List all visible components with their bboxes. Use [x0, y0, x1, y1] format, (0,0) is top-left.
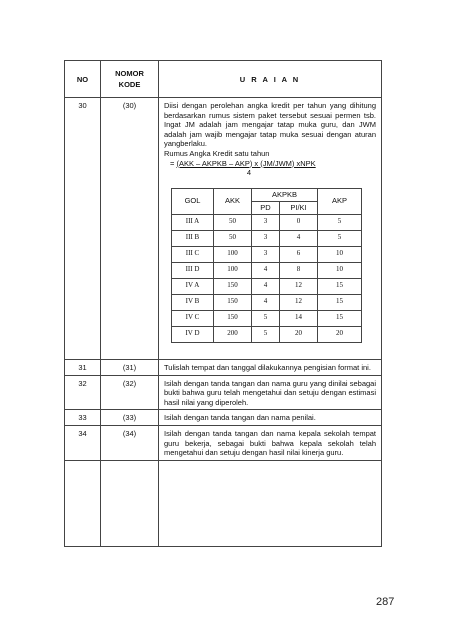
- cell-akp: 15: [318, 310, 362, 326]
- cell-gol: IV C: [172, 310, 214, 326]
- header-uraian: U R A I A N: [159, 61, 382, 98]
- cell-pd: 4: [252, 278, 280, 294]
- cell-pd: 3: [252, 246, 280, 262]
- cell-piki: 14: [280, 310, 318, 326]
- row-text: Isilah dengan tanda tangan dan nama guru yang dinilai sebagai bukti bahwa guru telah mengetahui dan setuju dengan estimasi hasil nilai yang diperoleh.: [164, 378, 376, 407]
- cell-akp: 5: [318, 214, 362, 230]
- instructions-table: [64, 60, 382, 547]
- credit-row: [172, 278, 362, 294]
- cell-pd: 3: [252, 230, 280, 246]
- cell-piki: 0: [280, 214, 318, 230]
- cell-pd: 5: [252, 310, 280, 326]
- table-row: [65, 410, 382, 426]
- cell-gol: IV B: [172, 294, 214, 310]
- cell-piki: 8: [280, 262, 318, 278]
- credit-header-akpkb: AKPKB: [252, 188, 318, 201]
- credit-row: [172, 230, 362, 246]
- header-row: [65, 61, 382, 98]
- formula-prefix: =: [170, 158, 177, 168]
- row-text: Isilah dengan tanda tangan dan nama kepala sekolah tempat guru bekerja, sebagai bukti bahwa kepala sekolah telah mengetahui dan setuju dengan hasil nilai kinerja guru.: [164, 428, 376, 458]
- cell-akk: 150: [214, 310, 252, 326]
- cell-piki: 4: [280, 230, 318, 246]
- cell-akk: 50: [214, 230, 252, 246]
- row-paragraph: Diisi dengan perolehan angka kredit per tahun yang dihitung berdasarkan rumus sistem paket tersebut sesuai permen tsb. Ingat JM adalah jam mengajar tatap muka guru, dan JWM adalah jam wajib mengajar tatap muka sesuai dengan aturan yangberlaku.: [164, 101, 376, 149]
- credit-rows: [172, 214, 362, 342]
- credit-row: [172, 326, 362, 342]
- credit-row: [172, 262, 362, 278]
- cell-akk: 100: [214, 246, 252, 262]
- formula-numerator: (AKK – AKPKB – AKP) x (JM/JWM) xNPK: [176, 158, 316, 168]
- credit-row: [172, 214, 362, 230]
- table-row: [65, 360, 382, 376]
- cell-akp: 10: [318, 246, 362, 262]
- cell-gol: IV D: [172, 326, 214, 342]
- row-kode: (34): [101, 425, 159, 460]
- header-kode: NOMOR KODE: [101, 61, 159, 98]
- cell-gol: III C: [172, 246, 214, 262]
- cell-akk: 200: [214, 326, 252, 342]
- header-no: NO: [65, 61, 101, 98]
- cell-gol: IV A: [172, 278, 214, 294]
- cell-pd: 4: [252, 262, 280, 278]
- cell-gol: III D: [172, 262, 214, 278]
- row-kode: (33): [101, 410, 159, 426]
- credit-header-akp: AKP: [318, 188, 362, 214]
- credit-row: [172, 310, 362, 326]
- row-uraian: [159, 360, 382, 376]
- formula-title: Rumus Angka Kredit satu tahun: [164, 148, 270, 158]
- row-uraian: [159, 375, 382, 410]
- cell-gol: III A: [172, 214, 214, 230]
- cell-pd: 4: [252, 294, 280, 310]
- cell-akk: 100: [214, 262, 252, 278]
- formula: [164, 159, 376, 169]
- cell-akp: 15: [318, 278, 362, 294]
- row-uraian: [159, 410, 382, 426]
- row-kode: (32): [101, 375, 159, 410]
- credit-header-piki: PI/KI: [280, 201, 318, 214]
- row-no: 30: [65, 98, 101, 360]
- row-no: 31: [65, 360, 101, 376]
- row-kode: (31): [101, 360, 159, 376]
- cell-pd: 5: [252, 326, 280, 342]
- extra-rows: [65, 360, 382, 461]
- cell-akp: 20: [318, 326, 362, 342]
- cell-akp: 15: [318, 294, 362, 310]
- cell-akp: 5: [318, 230, 362, 246]
- cell-akp: 10: [318, 262, 362, 278]
- cell-piki: 12: [280, 278, 318, 294]
- cell-gol: III B: [172, 230, 214, 246]
- row-text: Isilah dengan tanda tangan dan nama penilai.: [164, 413, 316, 423]
- blank-row: [65, 460, 382, 546]
- credit-row: [172, 294, 362, 310]
- row-uraian: [159, 425, 382, 460]
- credit-header-gol: GOL: [172, 188, 214, 214]
- cell-piki: 6: [280, 246, 318, 262]
- credit-row: [172, 246, 362, 262]
- row-uraian: [159, 98, 382, 360]
- page-number: 287: [376, 596, 395, 608]
- cell-piki: 12: [280, 294, 318, 310]
- cell-akk: 150: [214, 278, 252, 294]
- credit-header-akk: AKK: [214, 188, 252, 214]
- row-text: Tulislah tempat dan tanggal dilakukannya pengisian format ini.: [164, 363, 371, 372]
- row-no: 33: [65, 410, 101, 426]
- table-row: [65, 98, 382, 360]
- cell-akk: 50: [214, 214, 252, 230]
- table-row: [65, 425, 382, 460]
- formula-denominator: 4: [246, 168, 252, 178]
- table-row: [65, 375, 382, 410]
- cell-piki: 20: [280, 326, 318, 342]
- row-no: 32: [65, 375, 101, 410]
- row-kode: (30): [101, 98, 159, 360]
- cell-pd: 3: [252, 214, 280, 230]
- credit-header-pd: PD: [252, 201, 280, 214]
- credit-table: [171, 188, 362, 343]
- row-no: 34: [65, 425, 101, 460]
- cell-akk: 150: [214, 294, 252, 310]
